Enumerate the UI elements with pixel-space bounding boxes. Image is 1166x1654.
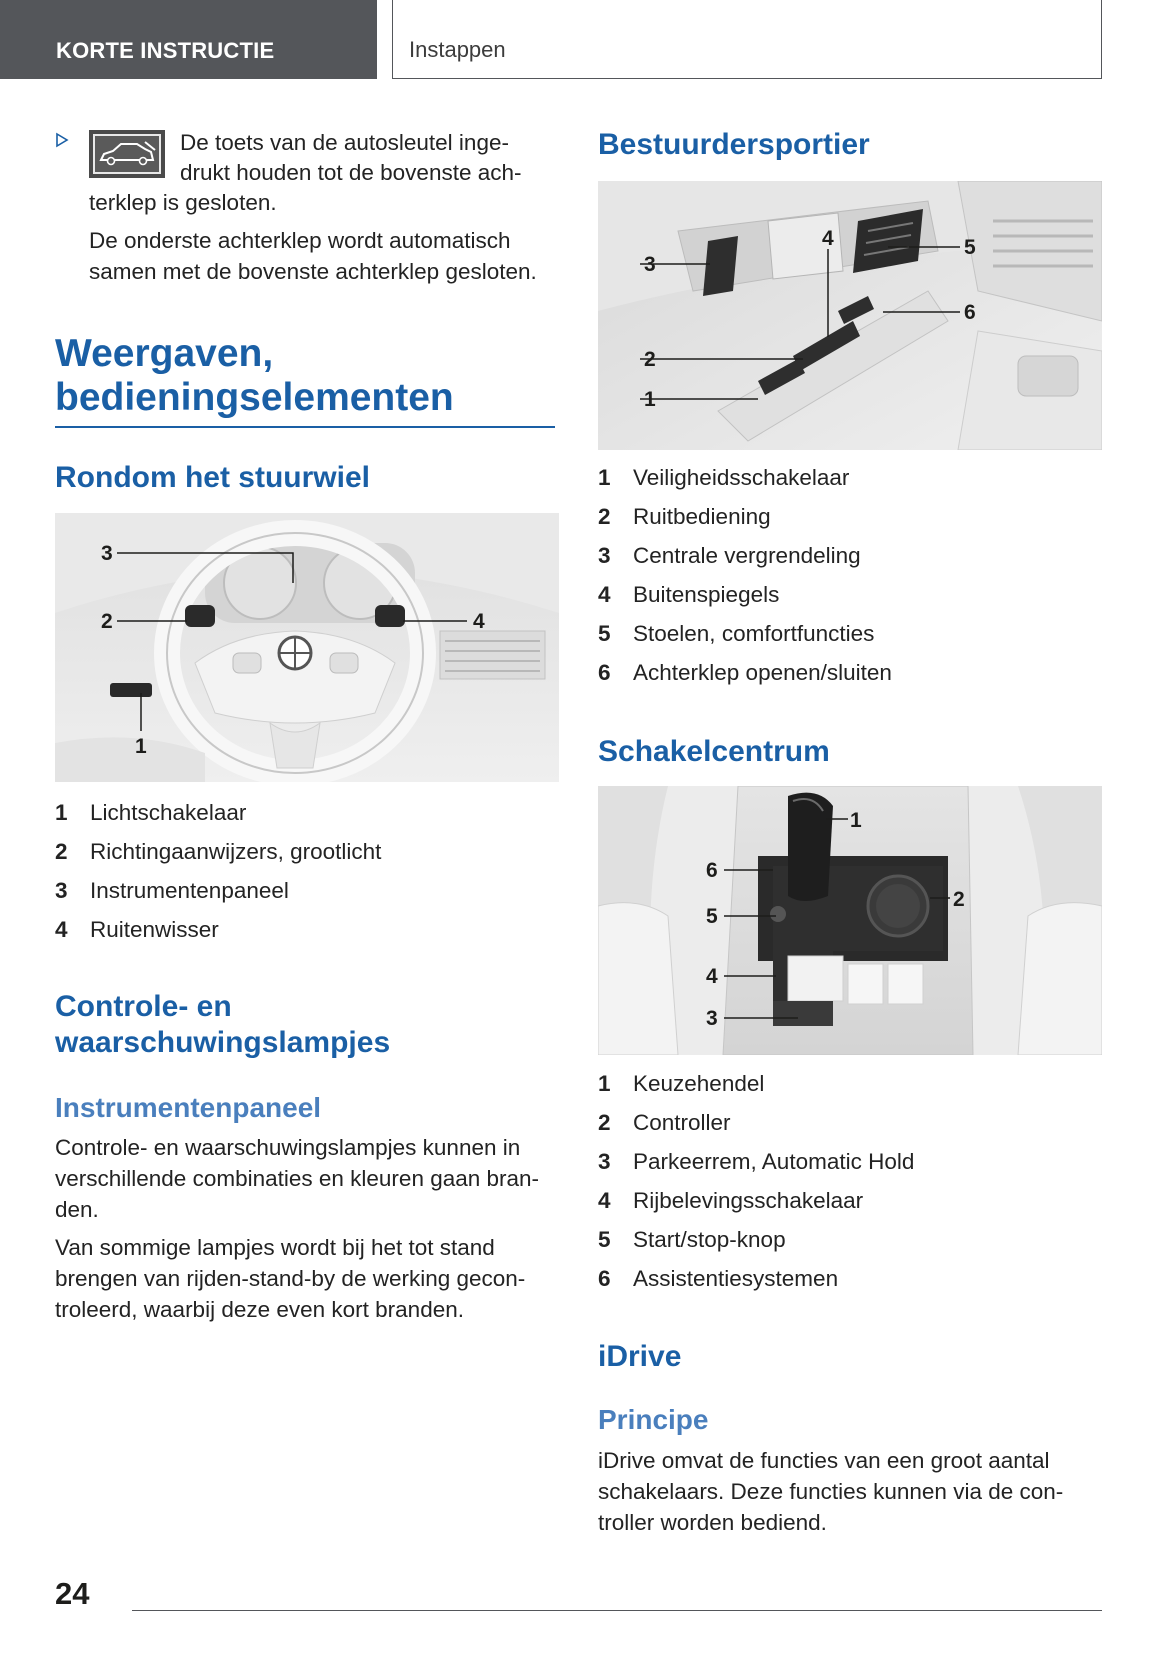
door-callout-3: 3 [644,253,656,276]
lamps-p1-line2: verschillende combinaties en kleuren gaan bran- [55,1166,540,1191]
switch-center-heading: Schakelcentrum [598,735,830,768]
intro-paragraph-line1: De onderste achterklep wordt automatisch [89,228,511,253]
legend-item [598,614,1098,653]
driver-door-figure [598,181,1102,450]
bullet-text-line3: terklep is gesloten. [89,190,277,215]
legend-num: 1 [598,465,611,490]
console-callout-4: 4 [706,965,718,988]
legend-label: Achterklep openen/sluiten [633,660,892,685]
legend-num: 2 [598,504,611,529]
legend-item [598,575,1098,614]
lamps-heading-line1: Controle- en [55,990,232,1023]
legend-label: Instrumentenpaneel [90,878,289,903]
console-callout-1: 1 [850,809,862,832]
legend-label: Buitenspiegels [633,582,780,607]
lamps-heading-line2: waarschuwingslampjes [55,1026,391,1059]
principle-subheading: Principe [598,1404,709,1435]
idrive-text-line2: schakelaars. Deze functies kunnen via de con- [598,1479,1064,1504]
steering-wheel-figure [55,513,559,782]
legend-item [598,1220,1098,1259]
legend-label: Lichtschakelaar [90,800,247,825]
legend-label: Start/stop-knop [633,1227,786,1252]
footer-rule [132,1610,1102,1611]
legend-label: Controller [633,1110,731,1135]
legend-item [598,458,1098,497]
door-callout-4: 4 [822,227,834,250]
legend-label: Centrale vergrendeling [633,543,861,568]
legend-num: 3 [598,1149,611,1174]
legend-label: Assistentiesystemen [633,1266,839,1291]
legend-label: Keuzehendel [633,1071,765,1096]
legend-num: 1 [55,800,68,825]
steering-callout-2: 2 [101,610,113,633]
legend-item [55,871,555,910]
legend-num: 5 [598,1227,611,1252]
steering-heading: Rondom het stuurwiel [55,461,370,494]
legend-label: Richtingaanwijzers, grootlicht [90,839,382,864]
legend-label: Parkeerrem, Automatic Hold [633,1149,915,1174]
switch-center-legend [598,1064,1098,1298]
legend-item [598,1181,1098,1220]
bullet-text-line1: De toets van de autosleutel inge- [180,130,509,155]
door-callout-1: 1 [644,388,656,411]
legend-num: 6 [598,660,611,685]
steering-legend [55,793,555,949]
legend-item [598,1142,1098,1181]
intro-paragraph-line2: samen met de bovenste achterklep gesloten. [89,259,537,284]
legend-item [55,793,555,832]
legend-label: Ruitbediening [633,504,771,529]
bullet-text-line2: drukt houden tot de bovenste ach- [180,160,522,185]
legend-num: 3 [55,878,68,903]
section-title-line1: Weergaven, [55,332,274,375]
legend-label: Stoelen, comfortfuncties [633,621,875,646]
legend-item [598,536,1098,575]
legend-item [598,497,1098,536]
section-header-label: KORTE INSTRUCTIE [0,0,377,79]
lamps-p2-line3: troleerd, waarbij deze even kort branden. [55,1297,464,1322]
legend-num: 2 [598,1110,611,1135]
idrive-heading: iDrive [598,1340,682,1373]
legend-num: 6 [598,1266,611,1291]
chapter-header-label: Instappen [392,0,1102,79]
door-callout-6: 6 [964,301,976,324]
section-title-line2: bedieningselementen [55,376,454,419]
section-title-rule [55,426,555,428]
legend-num: 5 [598,621,611,646]
door-callout-2: 2 [644,348,656,371]
console-callout-6: 6 [706,859,718,882]
legend-num: 3 [598,543,611,568]
door-callout-5: 5 [964,236,976,259]
legend-num: 4 [598,582,611,607]
legend-item [598,653,1098,692]
legend-label: Ruitenwisser [90,917,219,942]
legend-item [598,1064,1098,1103]
console-callout-5: 5 [706,905,718,928]
legend-num: 4 [55,917,68,942]
lamps-p2-line2: brengen van rijden-stand-by de werking gecon- [55,1266,526,1291]
legend-num: 4 [598,1188,611,1213]
legend-item [55,910,555,949]
instrument-panel-subheading: Instrumentenpaneel [55,1092,322,1123]
steering-callout-4: 4 [473,610,485,633]
driver-door-legend [598,458,1098,692]
console-callout-2: 2 [953,888,965,911]
steering-callout-1: 1 [135,735,147,758]
legend-item [55,832,555,871]
lamps-p1-line3: den. [55,1197,99,1222]
legend-item [598,1259,1098,1298]
legend-num: 1 [598,1071,611,1096]
steering-callout-3: 3 [101,542,113,565]
car-trunk-icon [89,130,165,178]
idrive-text-line1: iDrive omvat de functies van een groot aantal [598,1448,1050,1473]
idrive-text-line3: troller worden bediend. [598,1510,827,1535]
driver-door-heading: Bestuurdersportier [598,128,870,161]
bullet-triangle-icon [55,132,69,148]
legend-label: Rijbelevingsschakelaar [633,1188,864,1213]
lamps-p1-line1: Controle- en waarschuwingslampjes kunnen in [55,1135,521,1160]
page-number: 24 [55,1576,90,1611]
legend-item [598,1103,1098,1142]
legend-label: Veiligheidsschakelaar [633,465,850,490]
lamps-p2-line1: Van sommige lampjes wordt bij het tot stand [55,1235,495,1260]
console-callout-3: 3 [706,1007,718,1030]
legend-num: 2 [55,839,68,864]
switch-center-figure [598,786,1102,1055]
